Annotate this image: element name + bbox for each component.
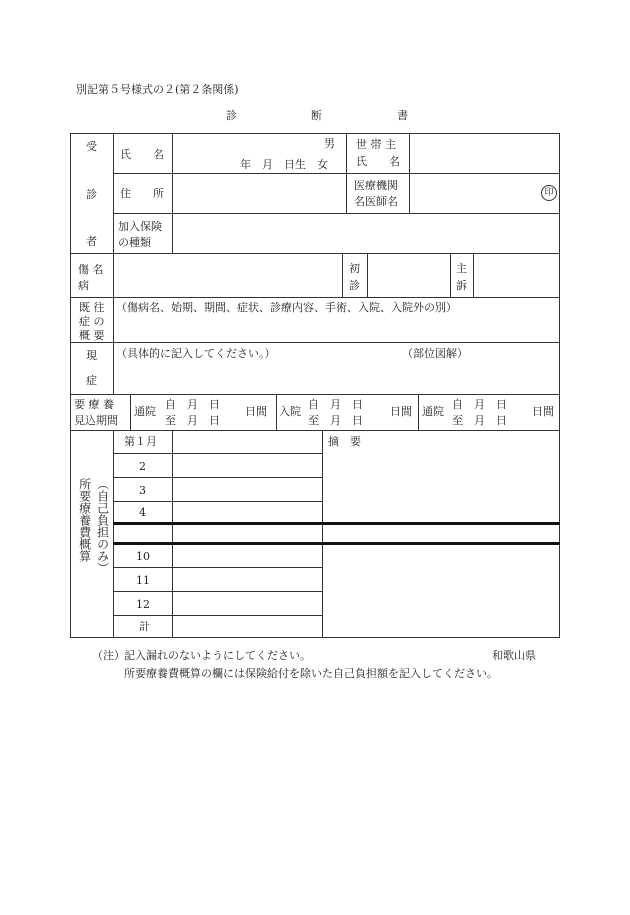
- history-label-2: 症 の: [79, 315, 105, 328]
- cost-label-sub: （自己負担のみ）: [95, 478, 110, 574]
- householder-label-2: 氏 名: [356, 155, 400, 168]
- note-mark: （注）: [92, 649, 125, 662]
- insurance-label-2: の種類: [118, 236, 151, 249]
- summary-label: 摘 要: [328, 435, 361, 448]
- complaint-label-1: 主: [456, 262, 467, 275]
- break-line-bottom: [113, 542, 560, 545]
- insurance-label-1: 加入保険: [118, 220, 162, 233]
- gender-male: 男: [324, 137, 335, 150]
- patient-label-3: 者: [86, 235, 97, 248]
- current-note: （具体的に記入してください。）: [116, 347, 276, 360]
- note-line-1: 記入漏れのないようにしてください。: [124, 649, 311, 662]
- disease-label-1: 傷 名: [78, 263, 104, 276]
- outpatient-label-1: 通院: [134, 405, 156, 418]
- period-label-1: 要 療 養: [74, 398, 114, 411]
- outpatient-label-2: 通院: [422, 405, 444, 418]
- days-3: 日間: [532, 405, 554, 418]
- days-2: 日間: [390, 405, 412, 418]
- form-reference: 別記第５号様式の２(第２条関係): [76, 83, 239, 96]
- doctor-label-1: 医療機関: [354, 179, 398, 192]
- title-char-2: 断: [311, 109, 322, 122]
- disease-label-2: 病: [78, 279, 89, 292]
- days-1: 日間: [245, 405, 267, 418]
- total-label: 計: [139, 620, 150, 633]
- patient-label-2: 診: [86, 188, 97, 201]
- month-1: 第１月: [124, 435, 157, 448]
- month-11: 11: [136, 574, 150, 587]
- first-visit-label-2: 診: [349, 279, 360, 292]
- title-char-3: 書: [397, 109, 408, 122]
- patient-label-1: 受: [86, 140, 97, 153]
- to-line-1: 至 月 日: [165, 414, 220, 427]
- title-char-1: 診: [226, 109, 237, 122]
- history-label-3: 概 要: [79, 329, 105, 342]
- month-10: 10: [136, 550, 150, 563]
- month-3: 3: [139, 484, 146, 497]
- from-line-2: 自 月 日: [308, 398, 363, 411]
- cost-label-main: 所要療養費概算: [77, 478, 92, 562]
- doctor-label-2: 名医師名: [354, 195, 398, 208]
- break-line-top: [113, 522, 560, 525]
- to-line-3: 至 月 日: [452, 414, 507, 427]
- month-2: 2: [139, 460, 146, 473]
- month-4: 4: [139, 506, 146, 519]
- complaint-label-2: 訴: [456, 279, 467, 292]
- from-line-1: 自 月 日: [165, 398, 220, 411]
- birth-date-line: 年 月 日生 女: [240, 158, 328, 171]
- history-note: （傷病名、始期、期間、症状、診療内容、手術、入院、入院外の別）: [116, 301, 457, 314]
- history-label-1: 既 往: [79, 301, 105, 314]
- seal-mark: 印: [541, 185, 557, 201]
- note-line-2: 所要療養費概算の欄には保険給付を除いた自己負担額を記入してください。: [124, 667, 498, 680]
- first-visit-label-1: 初: [349, 262, 360, 275]
- prefecture-label: 和歌山県: [492, 649, 536, 662]
- inpatient-label: 入院: [279, 405, 301, 418]
- to-line-2: 至 月 日: [308, 414, 363, 427]
- householder-label-1: 世 帯 主: [356, 138, 396, 151]
- name-label: 氏 名: [120, 148, 164, 161]
- from-line-3: 自 月 日: [452, 398, 507, 411]
- diagram-note: （部位図解）: [402, 347, 468, 360]
- period-label-2: 見込期間: [74, 414, 118, 427]
- address-label: 住 所: [120, 187, 164, 200]
- current-label-2: 症: [86, 374, 97, 387]
- current-label-1: 現: [86, 349, 97, 362]
- month-12: 12: [136, 598, 150, 611]
